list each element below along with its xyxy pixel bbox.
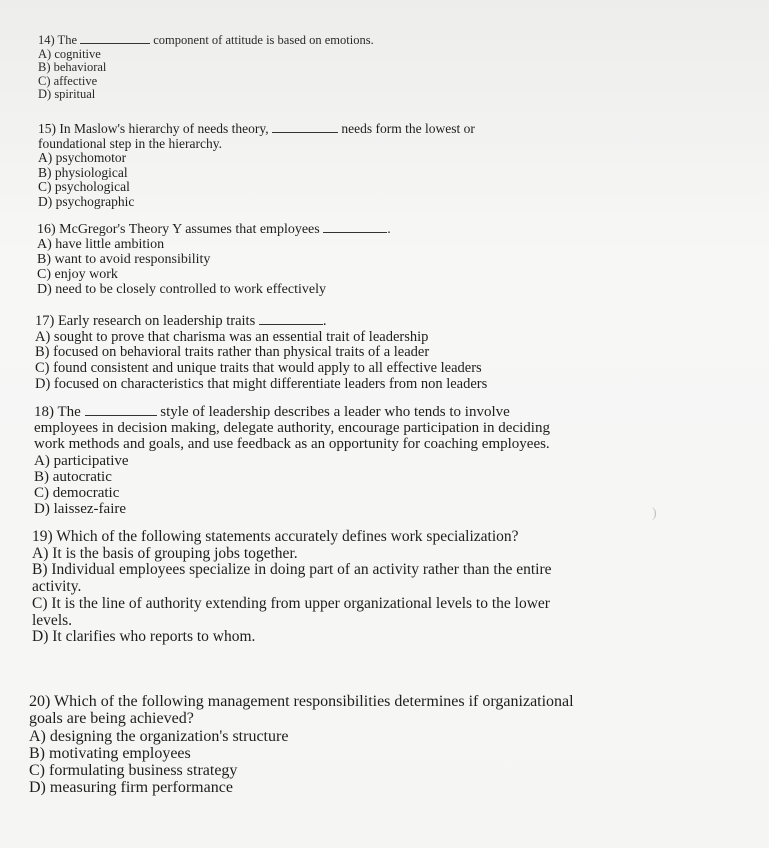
question-17-option-a: A) sought to prove that charisma was an essential trait of leadership (35, 328, 429, 345)
answer-blank (272, 132, 338, 133)
question-14-prefix: 14) The (38, 33, 77, 47)
question-16-option-b: B) want to avoid responsibility (37, 252, 211, 268)
question-18-stem-line-3: work methods and goals, and use feedback as an opportunity for coaching employees. (34, 436, 550, 453)
question-17-prefix: 17) Early research on leadership traits (35, 313, 256, 329)
question-16-suffix: . (387, 222, 391, 237)
question-20-option-c: C) formulating business strategy (29, 762, 238, 780)
question-16 (37, 222, 391, 298)
question-17-option-c: C) found consistent and unique traits that would apply to all effective leaders (35, 359, 482, 376)
question-18 (34, 404, 550, 517)
margin-mark: ) (652, 506, 657, 521)
question-15-prefix: 15) In Maslow's hierarchy of needs theory, (38, 121, 269, 136)
answer-blank (323, 232, 387, 233)
question-16-stem (37, 222, 391, 237)
question-15-suffix: needs form the lowest or (341, 121, 475, 136)
question-19-option-c: C) It is the line of authority extending from upper organizational levels to the lower (32, 594, 550, 612)
question-20-stem-line-2: goals are being achieved? (29, 710, 194, 728)
question-18-stem (34, 404, 550, 420)
question-15-option-b: B) physiological (38, 164, 128, 180)
question-14-option-a: A) cognitive (38, 46, 101, 61)
question-19-option-b: B) Individual employees specialize in doing part of an activity rather than the entire (32, 561, 552, 579)
question-15-option-a: A) psychomotor (38, 150, 127, 166)
question-15-option-d: D) psychographic (38, 193, 135, 209)
question-14-suffix: component of attitude is based on emotions. (153, 33, 374, 47)
question-15-stem-line-2: foundational step in the hierarchy. (38, 135, 222, 151)
question-18-option-c: C) democratic (34, 484, 120, 501)
question-20-option-a: A) designing the organization's structure (29, 727, 289, 745)
question-20-option-d: D) measuring firm performance (29, 779, 233, 797)
question-17-stem (35, 314, 487, 330)
question-16-option-a: A) have little ambition (37, 237, 165, 253)
question-17-option-d: D) focused on characteristics that might differentiate leaders from non leaders (35, 375, 488, 392)
question-19-option-b-cont: activity. (32, 578, 82, 596)
question-14-stem (38, 34, 374, 48)
answer-blank (259, 324, 323, 325)
question-17 (35, 314, 487, 392)
question-16-option-c: C) enjoy work (37, 267, 118, 283)
question-16-prefix: 16) McGregor's Theory Y assumes that employees (37, 222, 320, 237)
question-15-option-c: C) psychological (38, 179, 130, 195)
question-18-suffix: style of leadership describes a leader who tends to involve (160, 404, 510, 420)
question-14-option-c: C) affective (38, 73, 98, 88)
question-16-option-d: D) need to be closely controlled to work effectively (37, 282, 326, 298)
answer-blank (80, 43, 150, 44)
question-19-option-a: A) It is the basis of grouping jobs together. (32, 544, 298, 562)
question-20 (29, 693, 574, 797)
question-17-suffix: . (322, 313, 327, 329)
question-18-option-a: A) participative (34, 452, 129, 469)
question-19 (32, 529, 552, 646)
question-18-stem-line-2: employees in decision making, delegate authority, encourage participation in deciding (34, 420, 550, 437)
question-18-prefix: 18) The (34, 404, 81, 420)
question-19-option-c-cont: levels. (32, 611, 73, 629)
question-19-stem: 19) Which of the following statements accurately defines work specialization? (32, 528, 519, 545)
question-18-option-b: B) autocratic (34, 468, 112, 485)
question-20-option-b: B) motivating employees (29, 744, 191, 762)
answer-blank (85, 415, 157, 416)
question-15-stem (38, 122, 475, 137)
question-14-option-d: D) spiritual (38, 87, 96, 101)
question-20-stem: 20) Which of the following management responsibilities determines if organizational (29, 693, 574, 710)
question-15 (38, 122, 475, 209)
question-14-option-b: B) behavioral (38, 60, 107, 74)
question-19-option-d: D) It clarifies who reports to whom. (32, 628, 256, 646)
question-17-option-b: B) focused on behavioral traits rather than physical traits of a leader (35, 344, 430, 361)
question-18-option-d: D) laissez-faire (34, 501, 127, 518)
question-14 (38, 34, 374, 102)
